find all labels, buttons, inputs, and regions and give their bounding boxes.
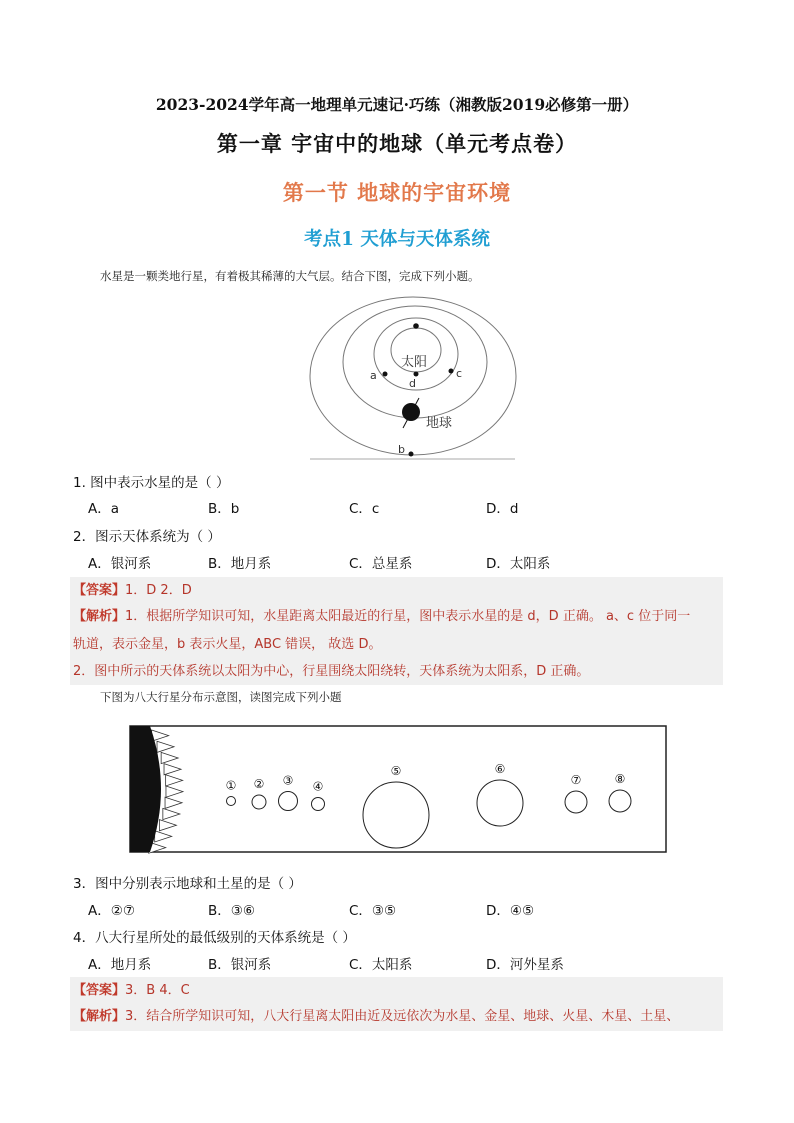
planet-label-7: ⑦: [570, 773, 582, 787]
block2-intro: 下图为八大行星分布示意图，读图完成下列小题: [100, 690, 342, 704]
q2-option-b[interactable]: B．地月系: [208, 556, 272, 572]
planet-1: [227, 797, 236, 806]
question-4: 4．八大行星所处的最低级别的天体系统是（ ）: [73, 930, 356, 946]
planet-label-3: ③: [282, 773, 294, 788]
q1-option-a[interactable]: A．a: [88, 501, 120, 517]
planet-7: [565, 791, 587, 813]
question-3: 3．图中分别表示地球和土星的是（ ）: [73, 876, 302, 892]
label-a: a: [370, 369, 377, 382]
q1-option-d[interactable]: D．d: [486, 501, 519, 517]
question-2: 2．图示天体系统为（ ）: [73, 529, 221, 545]
planet-label-4: ④: [312, 779, 324, 794]
block1-intro: 水星是一颗类地行星，有着极其稀薄的大气层。结合下图，完成下列小题。: [100, 269, 480, 283]
label-b: b: [398, 443, 405, 456]
label-c: c: [456, 367, 463, 380]
answer-block-2: [70, 977, 723, 1004]
answer-tag: 【答案】: [73, 583, 126, 598]
planet-label-6: ⑥: [494, 762, 506, 776]
analysis-1b: 轨道，表示金星，b 表示火星，ABC 错误， 故选 D。: [73, 636, 382, 652]
q2-option-a[interactable]: A．银河系: [88, 556, 152, 572]
q4-option-b[interactable]: B．银河系: [208, 957, 272, 973]
planet-8: [609, 790, 631, 812]
inner-planet-dot: [413, 323, 419, 329]
planet-3: [279, 792, 298, 811]
answer-text: 1．D 2．D: [125, 583, 192, 598]
q2-option-d[interactable]: D．太阳系: [486, 556, 551, 572]
topic-title: 考点1 天体与天体系统: [304, 229, 490, 250]
analysis-block-2: [70, 1003, 723, 1031]
planet-c-dot: [449, 369, 454, 374]
analysis-tag-2: 【解析】: [73, 1009, 126, 1024]
q1-option-b[interactable]: B．b: [208, 501, 240, 517]
planet-label-8: ⑧: [614, 772, 626, 786]
analysis-3: 3．结合所学知识可知，八大行星离太阳由近及远依次为水星、金星、地球、火星、木星、土星、: [125, 1009, 680, 1024]
planet-6: [477, 780, 523, 826]
sun-label: 太阳: [401, 355, 428, 370]
planet-5: [363, 782, 429, 848]
analysis-tag: 【解析】: [73, 609, 126, 624]
q3-option-b[interactable]: B．③⑥: [208, 903, 255, 919]
analysis-block-1: [70, 603, 723, 685]
answer-block-1: [70, 577, 723, 604]
planet-label-5: ⑤: [390, 764, 402, 778]
analysis-2: 2．图中所示的天体系统以太阳为中心，行星围绕太阳绕转，天体系统为太阳系，D 正确。: [73, 664, 590, 679]
q4-option-a[interactable]: A．地月系: [88, 957, 152, 973]
chapter-title: 第一章 宇宙中的地球（单元考点卷）: [216, 131, 578, 156]
q1-option-c[interactable]: C．c: [349, 501, 380, 517]
answer-text-2: 3．B 4．C: [125, 983, 190, 998]
analysis-1a: 1．根据所学知识可知，水星距离太阳最近的行星，图中表示水星的是 d，D 正确。 a、c 位于同一: [125, 609, 691, 624]
q4-option-d[interactable]: D．河外星系: [486, 957, 564, 973]
planet-4: [312, 798, 325, 811]
q3-option-c[interactable]: C．③⑤: [349, 903, 397, 919]
q3-option-d[interactable]: D．④⑤: [486, 903, 535, 919]
planet-a-dot: [383, 372, 388, 377]
question-1: 1. 图中表示水星的是（ ）: [73, 475, 230, 491]
earth-label: 地球: [426, 416, 453, 431]
q3-option-a[interactable]: A．②⑦: [88, 903, 135, 919]
solar-orbit-diagram: [305, 290, 525, 465]
planet-b-dot: [409, 452, 414, 457]
label-d: d: [409, 377, 416, 390]
q4-option-c[interactable]: C．太阳系: [349, 957, 413, 973]
doc-series-title: 2023-2024学年高一地理单元速记·巧练（湘教版2019必修第一册）: [155, 95, 639, 114]
eight-planets-diagram: [128, 724, 670, 856]
planet-label-2: ②: [253, 777, 265, 791]
answer-tag-2: 【答案】: [73, 983, 126, 998]
section-title: 第一节 地球的宇宙环境: [282, 180, 512, 205]
planet-2: [252, 795, 266, 809]
planet-label-1: ①: [225, 778, 237, 793]
sun-dot: [414, 372, 419, 377]
q2-option-c[interactable]: C．总星系: [349, 556, 413, 572]
